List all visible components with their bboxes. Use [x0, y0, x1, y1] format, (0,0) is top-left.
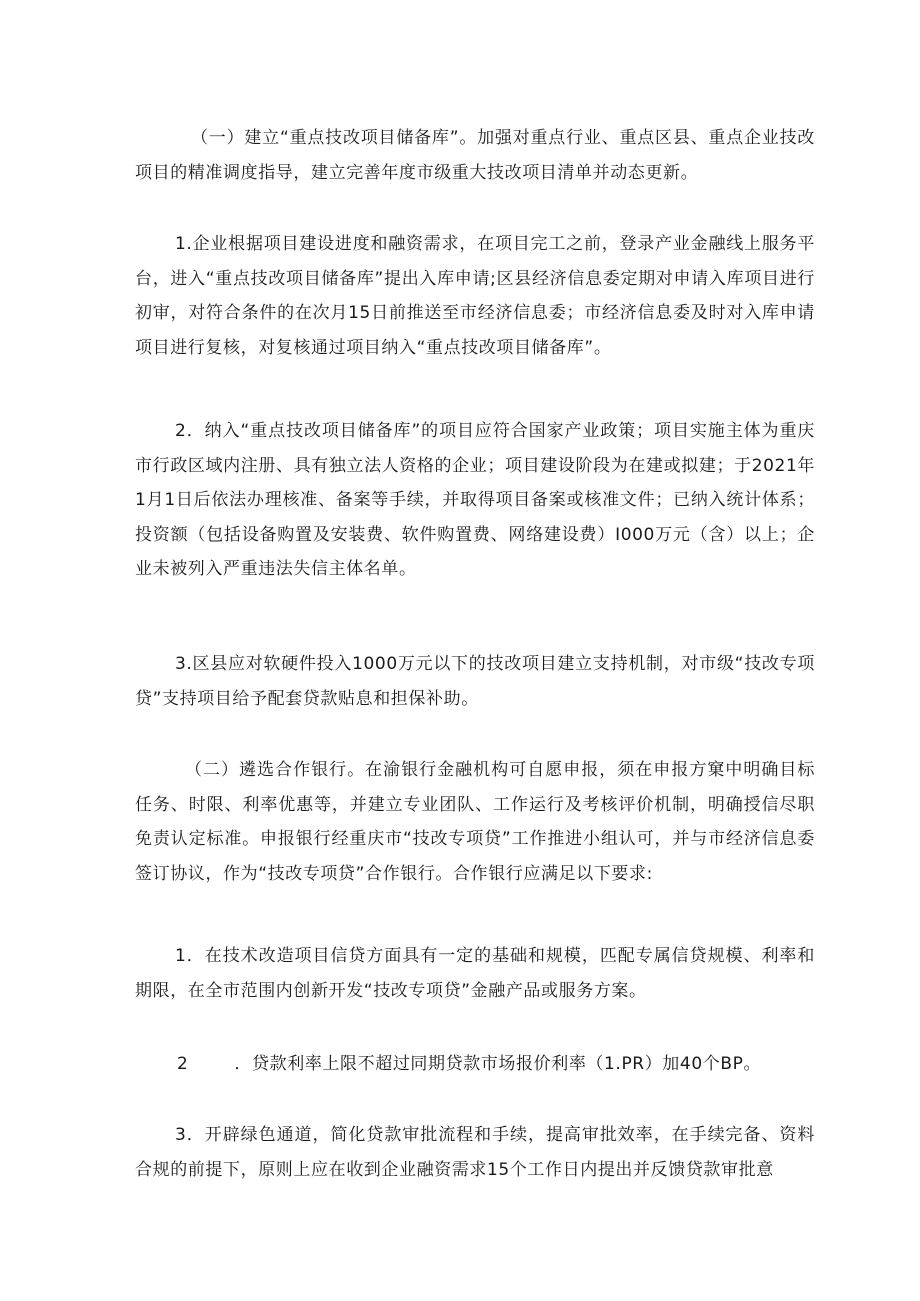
- paragraph-item-1-1: 1.企业根据项目建设进度和融资需求，在项目完工之前，登录产业金融线上服务平台，进入“重点技改项目储备库”提出入库申请;区县经济信息委定期对申请入库项目进行初审，对符合条件的在次月15日前推送至市经济信息委；市经济信息委及时对入库申请项目进行复核，对复核通过项目纳入“重点技改项目储备库”。: [135, 234, 815, 358]
- item-number: 2: [177, 1054, 189, 1074]
- paragraph-section-2-heading: （二）遴选合作银行。在渝银行金融机构可自愿申报，须在申报方窠中明确目标任务、时限、利率优惠等，并建立专业团队、工作运行及考核评价机制，明确授信尽职免责认定标准。申报银行经重庆市“技改专项贷”工作推进小组认可，并与市经济信息委签订协议，作为“技改专项贷”合作银行。合作银行应满足以下要求:: [135, 760, 815, 884]
- item-text: ．贷款利率上限不超过同期贷款市场报价利率（1.PR）加40个BP。: [234, 1054, 762, 1074]
- paragraph-section-1-heading: （一）建立“重点技改项目储备库”。加强对重点行业、重点区县、重点企业技改项目的精准调度指导，建立完善年度市级重大技改项目清单并动态更新。: [135, 128, 815, 183]
- paragraph-item-2-2: [177, 1047, 817, 1082]
- paragraph-item-1-3: 3.区县应对软硬件投入1000万元以下的技改项目建立支持机制，对市级“技改专项贷”支持项目给予配套贷款贴息和担保补助。: [135, 654, 815, 709]
- paragraph-item-1-2: 2．纳入“重点技改项目储备库”的项目应符合国家产业政策；项目实施主体为重庆市行政区域内注册、具有独立法人资格的企业；项目建设阶段为在建或拟建；于2021年1月1日后依法办理核准、备案等手续，并取得项目备案或核准文件；已纳入统计体系；投资额（包括设备购置及安装费、软件购置费、网络建设费）I000万元（含）以上；企业未被列入严重违法失信主体名单。: [135, 421, 815, 579]
- paragraph-item-2-3: 3．开辟绿色通道，简化贷款审批流程和手续，提高审批效率，在手续完备、资料合规的前提下，原则上应在收到企业融资需求15个工作日内提出并反馈贷款审批意: [135, 1125, 815, 1180]
- paragraph-item-2-1: 1．在技术改造项目信贷方面具有一定的基础和规模，匹配专属信贷规模、利率和期限，在全市范围内创新开发“技改专项贷”金融产品或服务方案。: [135, 946, 815, 1001]
